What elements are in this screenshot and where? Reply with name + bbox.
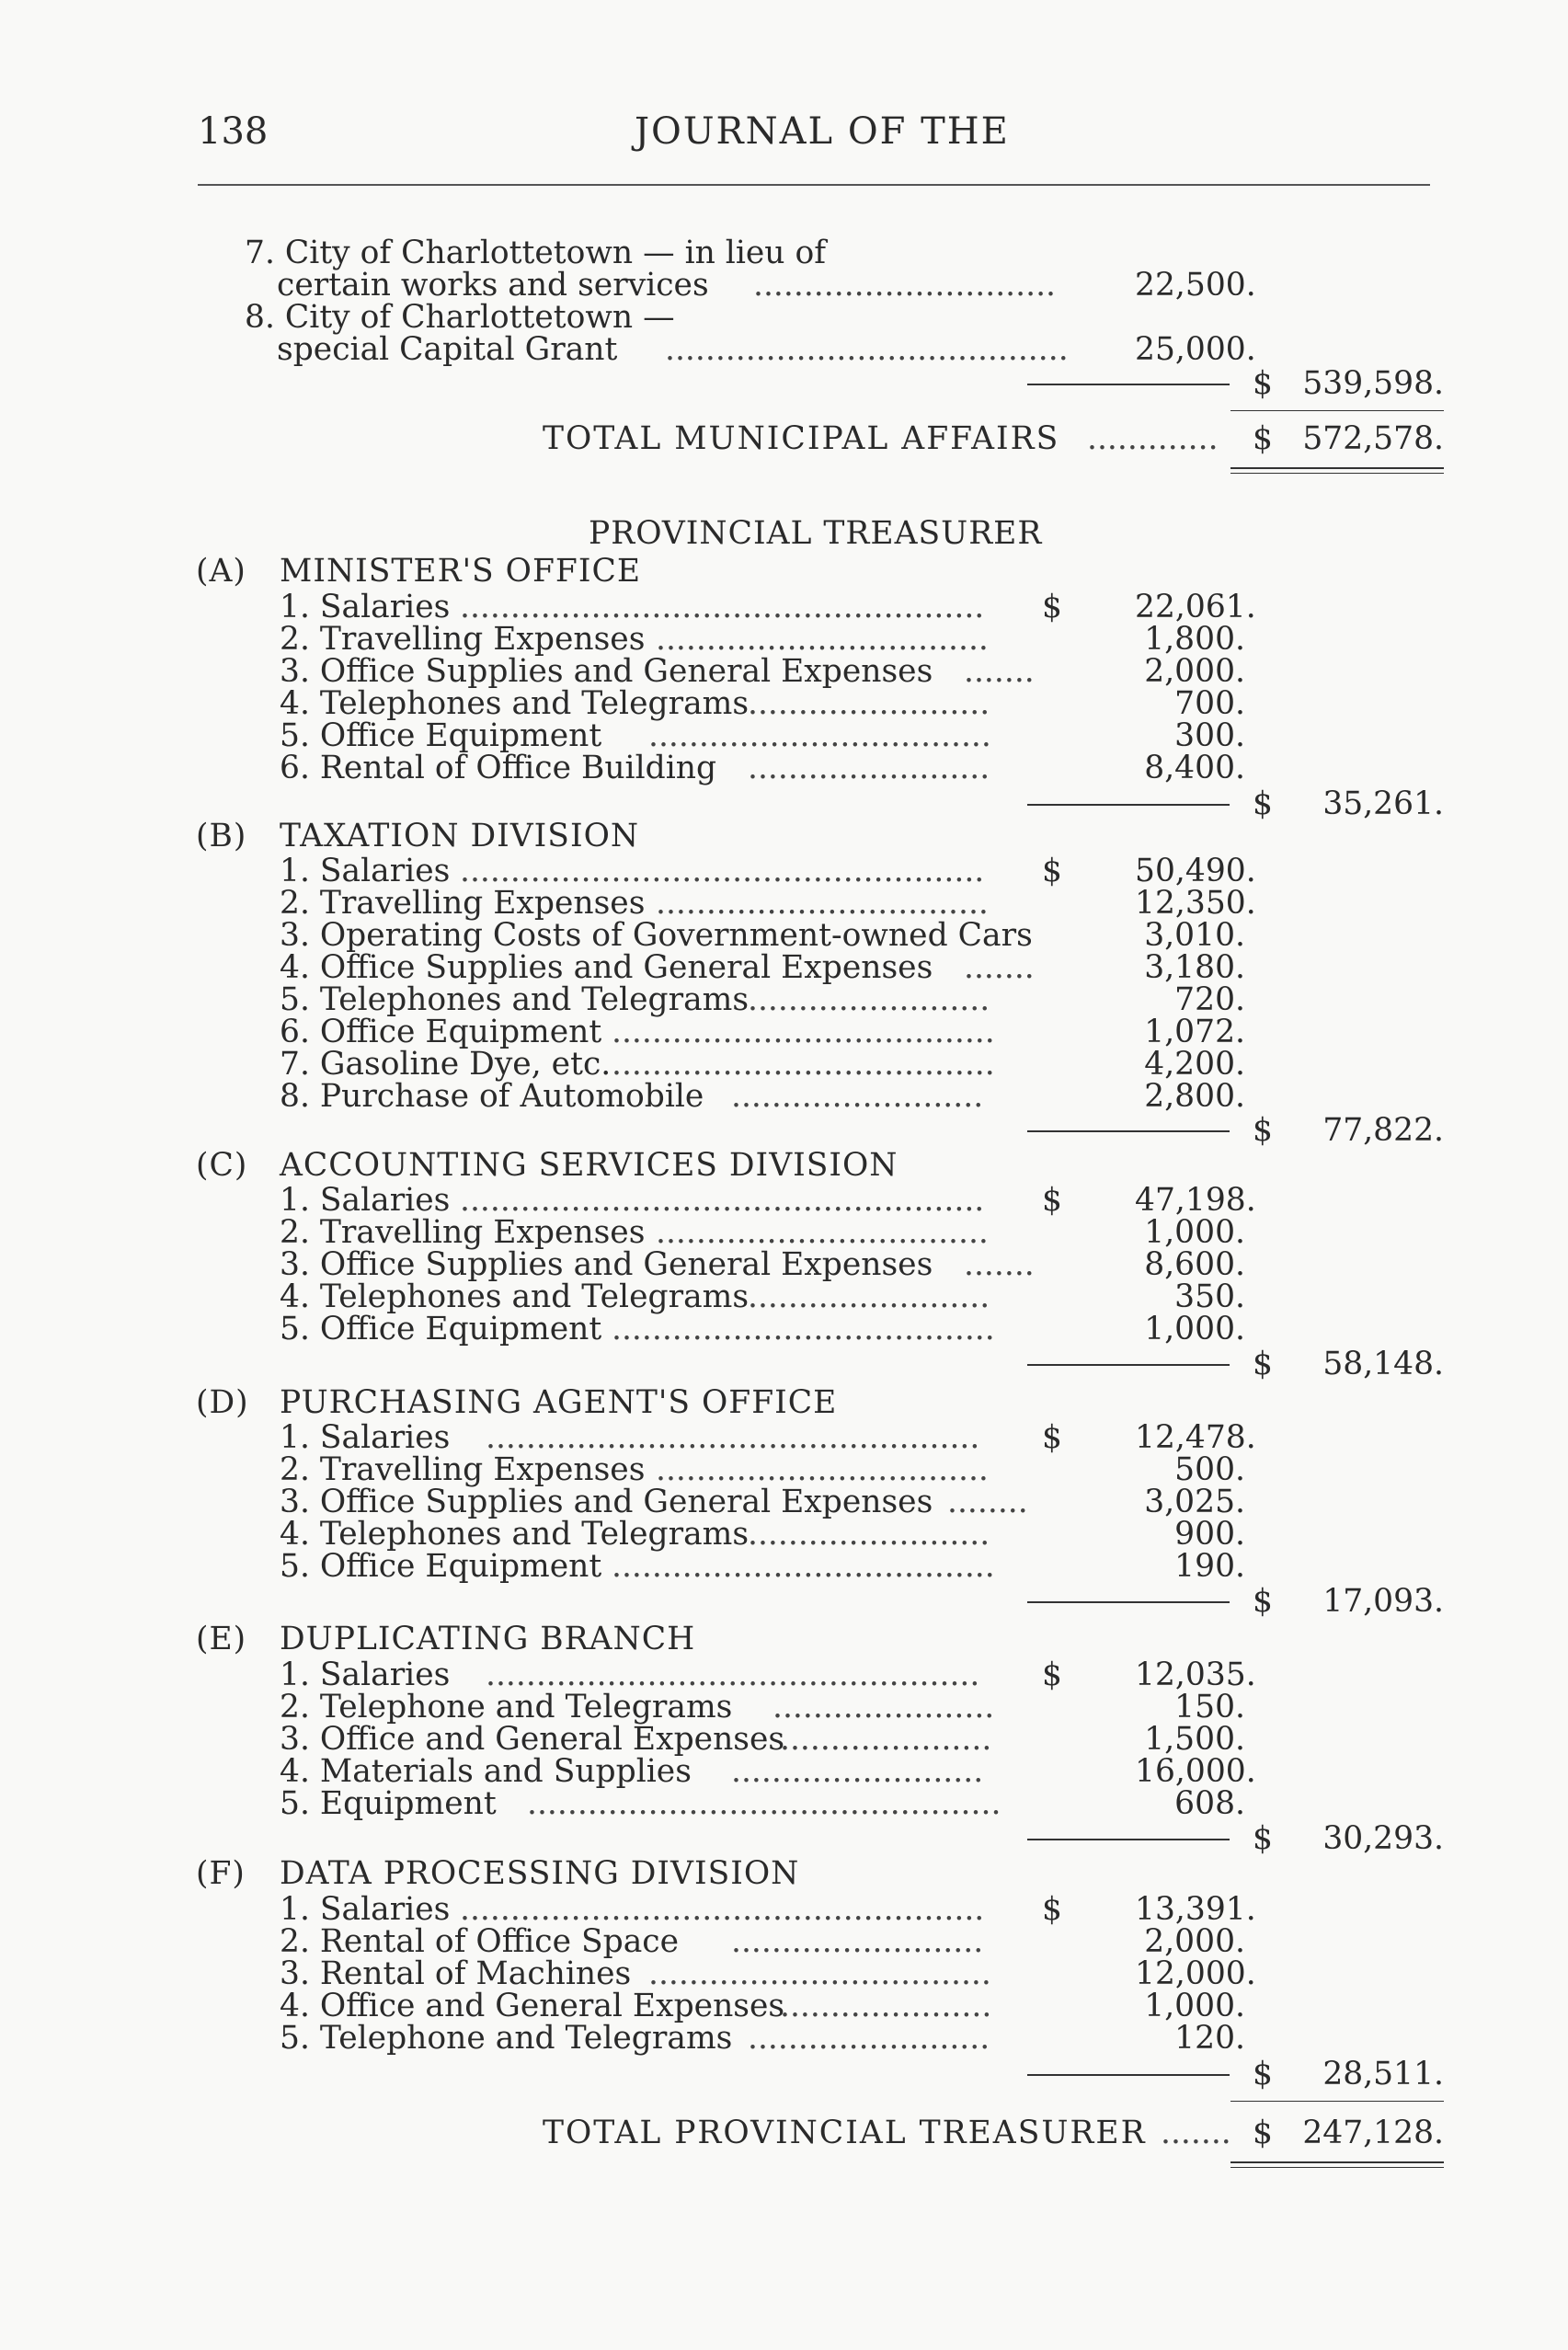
section-subtotal: $ 17,093. [0, 1586, 1568, 1618]
line-item: 4. Telephones and Telegrams ........................ 700. [280, 685, 1245, 722]
section-subtotal: $ 30,293. [0, 1823, 1568, 1855]
line-item: 3. Operating Costs of Government-owned Cars 3,010. [280, 917, 1245, 954]
section-c-heading: (C) ACCOUNTING SERVICES DIVISION [196, 1147, 898, 1184]
leader-dots: ............. [1087, 420, 1219, 457]
municipal-item-7-line2: certain works and services .............................. 22,500. [277, 267, 1256, 304]
double-rule-top [1230, 467, 1444, 469]
line-item: 1. Salaries .................................................... $ 13,391. [280, 1891, 1256, 1928]
line-item: 4. Telephones and Telegrams ........................ 350. [280, 1278, 1245, 1315]
line-item: 5. Equipment ............................................... 608. [280, 1785, 1245, 1822]
line-item: 5. Office Equipment ...................................... 1,000. [280, 1311, 1245, 1347]
leader-dots: .............................. [753, 267, 1056, 304]
total-label: TOTAL MUNICIPAL AFFAIRS [543, 420, 1060, 457]
section-e-heading: (E) DUPLICATING BRANCH [196, 1621, 696, 1657]
section-subtotal: $ 35,261. [0, 788, 1568, 820]
section-subtotal: $ 28,511. [0, 2058, 1568, 2091]
leader-dots: ....... [1161, 2115, 1231, 2151]
line-item: 1. Salaries .................................................... $ 22,061. [280, 589, 1256, 625]
total-municipal-affairs [0, 420, 1568, 460]
line-item: 6. Office Equipment ...................................... 1,072. [280, 1014, 1245, 1050]
amount: 22,500. [1135, 267, 1256, 304]
line-item: 8. Purchase of Automobile ......................... 2,800. [280, 1078, 1245, 1115]
line-item: 5. Telephones and Telegrams ........................ 720. [280, 981, 1245, 1018]
page-number: 138 [198, 110, 269, 153]
line-item: 1. Salaries .................................................... $ 47,198. [280, 1182, 1256, 1219]
double-rule-top [1230, 2161, 1444, 2163]
currency-symbol: $ [1253, 2115, 1273, 2151]
subtotal-amount: 539,598. [1302, 365, 1444, 402]
section-d-heading: (D) PURCHASING AGENT'S OFFICE [196, 1384, 838, 1421]
section-b-heading: (B) TAXATION DIVISION [196, 818, 640, 854]
line-item: 5. Telephone and Telegrams ........................ 120. [280, 2020, 1245, 2057]
double-rule-bottom [1230, 2167, 1444, 2168]
line-item: 1. Salaries ................................................. $ 12,035. [280, 1656, 1256, 1693]
line-item: 3. Office Supplies and General Expenses ....... 8,600. [280, 1246, 1245, 1283]
page-header [0, 110, 1568, 162]
line-item: 7. Gasoline Dye, etc. ...................................... 4,200. [280, 1046, 1245, 1083]
rule [1230, 2101, 1444, 2102]
line-item: 6. Rental of Office Building ........................ 8,400. [280, 750, 1245, 786]
section-a-heading: (A) MINISTER'S OFFICE [196, 553, 642, 590]
line-item: 5. Office Equipment .................................. 300. [280, 717, 1245, 754]
currency-symbol: $ [1253, 420, 1273, 457]
currency-symbol: $ [1253, 365, 1273, 402]
header-rule [198, 184, 1430, 186]
page-title: JOURNAL OF THE [635, 110, 1010, 153]
line-item: 1. Salaries ................................................. $ 12,478. [280, 1419, 1256, 1456]
line-item: 3. Rental of Machines .................................. 12,000. [280, 1955, 1256, 1992]
double-rule-bottom [1230, 473, 1444, 474]
section-f-heading: (F) DATA PROCESSING DIVISION [196, 1855, 800, 1892]
line-item: 3. Office Supplies and General Expenses ........ 3,025. [280, 1484, 1245, 1520]
line-item: 4. Office Supplies and General Expenses ....... 3,180. [280, 949, 1245, 986]
line-item: 2. Rental of Office Space ......................... 2,000. [280, 1923, 1245, 1960]
line-item: 2. Travelling Expenses ................................. 500. [280, 1451, 1245, 1488]
line-item: 2. Travelling Expenses ................................. 1,000. [280, 1214, 1245, 1251]
line-item: 2. Travelling Expenses ................................. 1,800. [280, 621, 1245, 658]
total-label: TOTAL PROVINCIAL TREASURER [543, 2115, 1147, 2151]
line-item: 3. Office Supplies and General Expenses ....... 2,000. [280, 653, 1245, 690]
total-amount: 247,128. [1302, 2115, 1444, 2151]
municipal-item-8-line1: 8. City of Charlottetown — [245, 299, 675, 336]
line-item: 4. Materials and Supplies ......................... 16,000. [280, 1753, 1256, 1790]
leader-dots: ........................................ [665, 331, 1069, 368]
amount: 25,000. [1135, 331, 1256, 368]
line-item: 2. Travelling Expenses ................................. 12,350. [280, 885, 1256, 922]
subtotal-rule [1027, 384, 1230, 385]
municipal-item-7-line1: 7. City of Charlottetown — in lieu of [245, 235, 827, 271]
line-item: 1. Salaries .................................................... $ 50,490. [280, 853, 1256, 889]
line-item: 2. Telephone and Telegrams ...................... 150. [280, 1689, 1245, 1725]
municipal-item-8-line2: special Capital Grant ........................................ 25,000. [277, 331, 1256, 368]
line-item: 4. Office and General Expenses ..................... 1,000. [280, 1988, 1245, 2024]
section-subtotal: $ 58,148. [0, 1348, 1568, 1381]
total-provincial-treasurer [0, 2117, 1568, 2154]
rule [1230, 410, 1444, 411]
line-item: 3. Office and General Expenses ..................... 1,500. [280, 1721, 1245, 1758]
municipal-subtotal [0, 365, 1568, 402]
line-item: 4. Telephones and Telegrams ........................ 900. [280, 1516, 1245, 1553]
total-amount: 572,578. [1302, 420, 1444, 457]
section-subtotal: $ 77,822. [0, 1115, 1568, 1147]
line-item: 5. Office Equipment ...................................... 190. [280, 1548, 1245, 1585]
